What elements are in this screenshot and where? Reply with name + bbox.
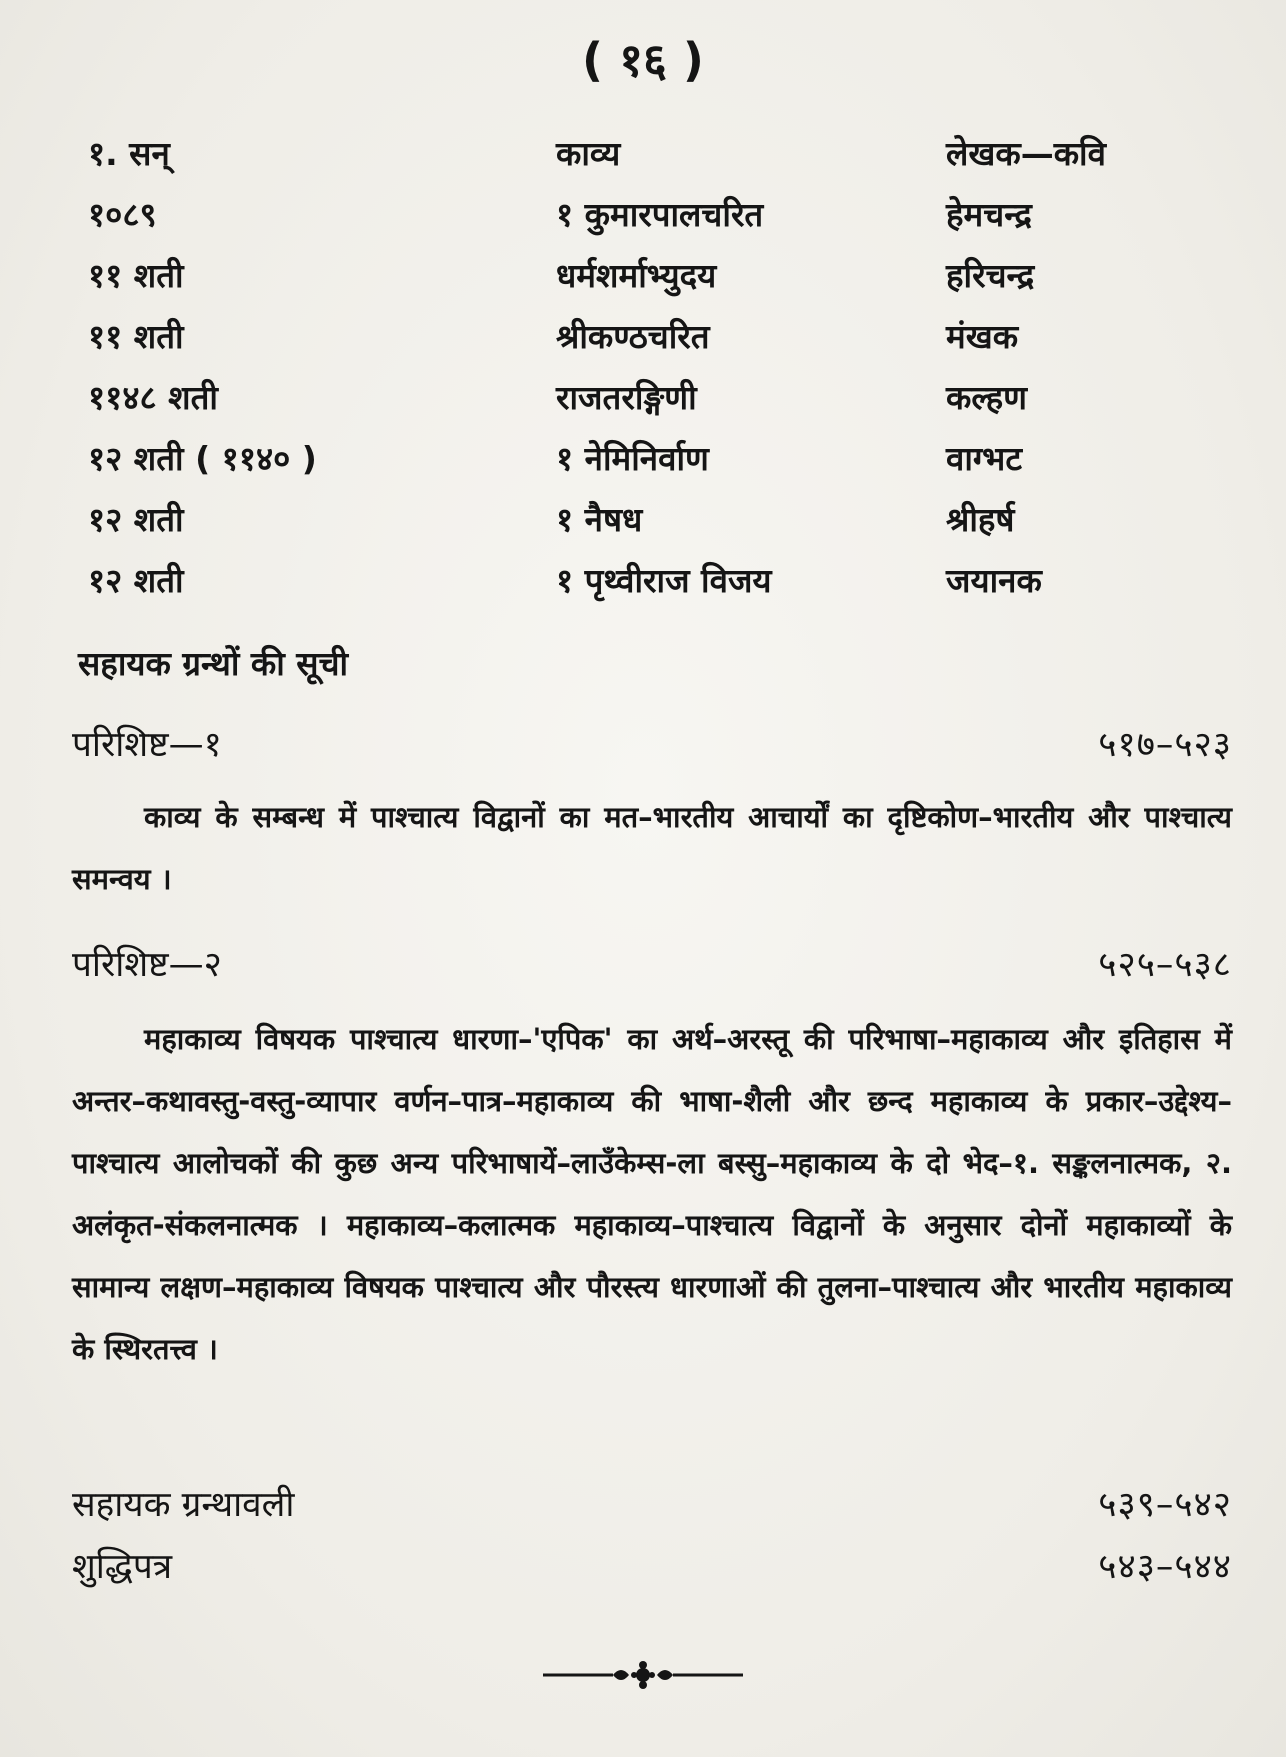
appendix-1-heading [72,720,1232,770]
appendix-1-summary: काव्य के सम्बन्ध में पाश्चात्य विद्वानों का मत–भारतीय आचार्यों का दृष्टिकोण–भारतीय और पाश्चात्य समन्वय । [72,800,1232,896]
appendix-2-heading [72,940,1232,990]
errata-title: शुद्धिपत्र [72,1547,173,1587]
header-kavya: काव्य [556,134,621,173]
errata-pages: ५४३–५४४ [1098,1547,1232,1587]
row-author: हेमचन्द्र [946,195,1032,234]
appendix-2-summary: महाकाव्य विषयक पाश्चात्य धारणा–'एपिक' का अर्थ–अरस्तू की परिभाषा–महाकाव्य और इतिहास में अन्तर–कथावस्तु-वस्तु-व्यापार वर्णन–पात्र–महाकाव्य की भाषा-शैली और छन्द महाकाव्य के प्रकार–उद्देश्य–पाश्चात्य आलोचकों की कुछ अन्य परिभाषायें–लाउँकेम्स-ला बस्सु–महाकाव्य के दो भेद–१. सङ्कलनात्मक, २. अलंकृत-संकलनात्मक । महाकाव्य–कलात्मक महाकाव्य–पाश्चात्य विद्वानों के अनुसार दोनों महाकाव्यों के सामान्य लक्षण–महाकाव्य विषयक पाश्चात्य और पौरस्त्य धारणाओं की तुलना–पाश्चात्य और भारतीय महाकाव्य के स्थिरतत्त्व । [72,1022,1232,1366]
row-author: मंखक [946,317,1019,356]
bibliography-heading [72,1480,1232,1530]
floral-divider-icon [543,1660,743,1690]
row-author: कल्हण [946,378,1027,417]
row-author: जयानक [946,561,1042,600]
row-kavya: १ कुमारपालचरित [556,195,764,234]
appendix-2-pages: ५२५–५३८ [1098,945,1232,985]
row-year: ११ शती [88,317,184,356]
row-year: १०८९ [88,195,157,234]
table-row [88,557,1168,618]
table-header-row [88,130,1168,191]
bibliography-title: सहायक ग्रन्थावली [72,1485,295,1525]
row-kavya: १ पृथ्वीराज विजय [556,561,772,600]
appendix-2-title: परिशिष्ट—२ [72,945,222,985]
row-kavya: धर्मशर्माभ्युदय [556,256,717,295]
row-year: ११४८ शती [88,378,218,417]
row-kavya: श्रीकण्ठचरित [556,317,710,356]
row-kavya: १ नैषध [556,500,643,539]
table-row [88,435,1168,496]
appendix-1-pages: ५१७–५२३ [1098,725,1232,765]
row-kavya: १ नेमिनिर्वाण [556,439,709,478]
row-year: १२ शती ( ११४० ) [88,439,317,478]
reference-list-heading: सहायक ग्रन्थों की सूची [78,644,349,683]
row-year: १२ शती [88,500,184,539]
page-number: ( १६ ) [582,33,704,87]
errata-heading [72,1542,1232,1592]
appendix-1-title: परिशिष्ट—१ [72,725,222,765]
table-row [88,374,1168,435]
row-author: वाग्भट [946,439,1022,478]
row-kavya: राजतरङ्गिणी [556,378,697,417]
chronology-table [88,130,1168,618]
row-author: श्रीहर्ष [946,500,1015,539]
row-author: हरिचन्द्र [946,256,1035,295]
table-row [88,191,1168,252]
table-row [88,313,1168,374]
bibliography-pages: ५३९–५४२ [1098,1485,1232,1525]
table-row [88,496,1168,557]
header-author: लेखक—कवि [946,134,1106,173]
row-year: ११ शती [88,256,184,295]
table-row [88,252,1168,313]
header-year: १. सन् [88,134,170,173]
row-year: १२ शती [88,561,184,600]
